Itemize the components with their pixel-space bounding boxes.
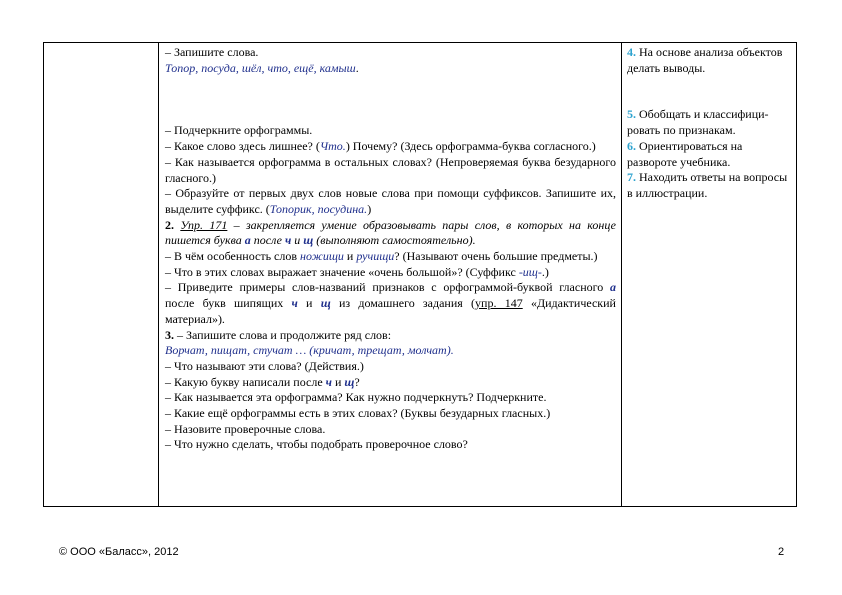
step-line: – В чём особенность слов ножищи и ручищи? (Называют очень большие предметы.) [165,249,598,264]
skill-item: 7. Находить ответы на вопросы в иллюстрации. [627,170,788,200]
footer-copyright: © ООО «Баласс», 2012 [59,546,179,558]
exercise-ref: упр. 147 [475,296,523,311]
step-line: – Что нужно сделать, чтобы подобрать проверочное слово? [165,437,468,452]
spacer [165,76,616,123]
step-line: – Подчеркните орфограммы. [165,123,313,138]
lesson-table [43,42,797,507]
skills-column [627,45,795,202]
step-line: – Как называется эта орфограмма? Как нужно подчеркнуть? Подчеркните. [165,390,547,405]
word-list: Топор, посуда, шёл, что, ещё, камыш [165,60,356,75]
column-divider-left [158,43,159,506]
step-line: – Что в этих словах выражает значение «очень большой»? (Суффикс -ищ-.) [165,264,549,279]
section-2-heading: 2. Упр. 171 – закрепляется умение образовывать пары слов, в которых на конце пишется буква а после ч и щ (выполняют самостоятельно). [165,217,617,248]
skill-item: 5. Обобщать и классифици-ровать по признакам. [627,107,769,138]
lesson-steps-column [165,45,616,453]
step-line: – Какие ещё орфограммы есть в этих словах? (Буквы безударных гласных.) [165,406,551,421]
step-line: – Как называется орфограмма в остальных словах? (Непроверяемая буква безударного гласного.) [165,154,616,185]
step-line: – Что называют эти слова? (Действия.) [165,358,364,373]
skill-item: 6. Ориентироваться на развороте учебника. [627,138,743,169]
step-line: Ворчат, пищат, стучат … (кричат, трещат, молчат). [165,343,454,358]
step-line: – Запишите слова. [165,45,259,59]
step-line: – Назовите проверочные слова. [165,421,326,436]
exercise-ref: Упр. 171 [180,217,228,232]
page-number: 2 [778,546,785,558]
step-line: – Образуйте от первых двух слов новые слова при помощи суффиксов. Запишите их, выделите суффикс. (Топорик, посудина.) [165,186,616,216]
step-line: – Приведите примеры слов-названий признаков с орфограммой-буквой гласного а после букв шипящих ч и щ из домашнего задания (упр. 147 «Дидактический материал»). [165,280,616,326]
step-line: – Какую букву написали после ч и щ? [165,374,360,389]
section-3-heading: 3. – Запишите слова и продолжите ряд слов: [165,327,392,342]
skill-item: 4. На основе анализа объектов делать выводы. [627,45,783,75]
step-line: – Какое слово здесь лишнее? (Что.) Почему? (Здесь орфограмма-буква согласного.) [165,139,596,154]
column-divider-right [621,43,622,506]
step-line: Топор, посуда, шёл, что, ещё, камыш. [165,60,359,75]
spacer [627,76,795,107]
